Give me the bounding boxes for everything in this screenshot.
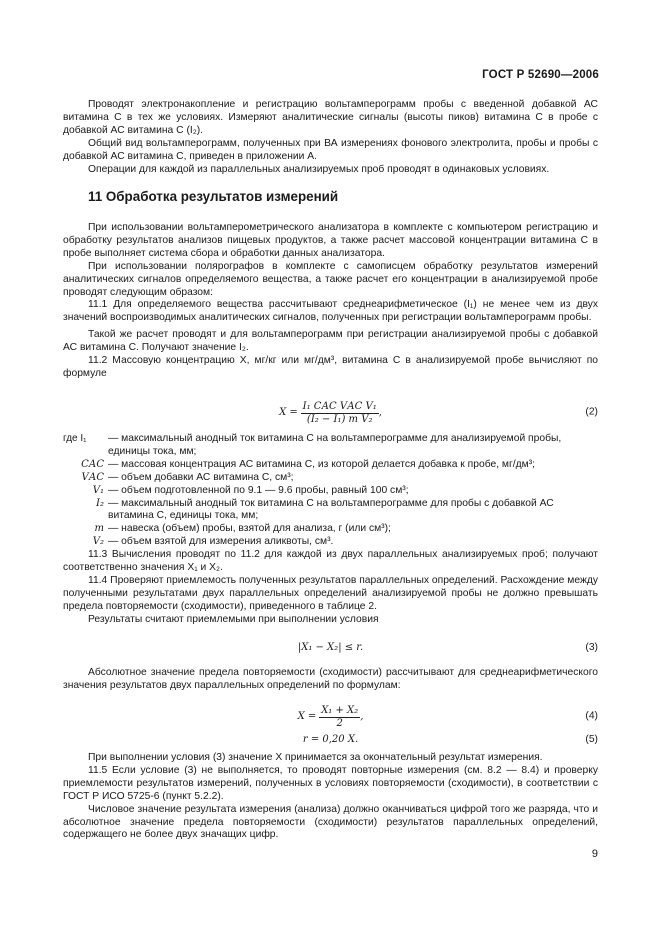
legend-row — [63, 485, 598, 498]
legend-text: — навеска (объем) пробы, взятой для анализа, г (или см³); — [108, 523, 391, 535]
fraction — [319, 705, 360, 730]
formula-number: (3) — [585, 642, 598, 653]
fraction-numerator: I₁ CАС VАС V₁ — [302, 400, 377, 412]
formula-number: (4) — [585, 710, 598, 722]
intro-block — [63, 99, 598, 176]
formula-5 — [63, 732, 598, 748]
paragraph: Такой же расчет проводят и для вольтамперограмм при регистрации анализируемой пробы с добавкой АС витамина С. Получают значение I₂. — [63, 329, 598, 354]
legend-symbol: V₁ — [92, 484, 104, 496]
formula-number: (2) — [585, 406, 598, 418]
fraction-denominator: 2 — [336, 717, 343, 729]
legend-text: — массовая концентрация АС витамина С, из которой делается добавка к пробе, мг/дм³; — [108, 458, 536, 470]
fraction-numerator: X₁ + X₂ — [321, 704, 359, 716]
legend-symbol: где I₁ — [63, 433, 87, 444]
formula-tail: , — [360, 710, 364, 722]
legend-row — [63, 459, 598, 472]
paragraph: Абсолютное значение предела повторяемости (сходимости) рассчитывают для среднеарифметического значения результатов двух параллельных определений по формулам: — [63, 667, 598, 691]
legend-symbol: I₂ — [96, 497, 104, 509]
formula-2 — [63, 396, 598, 430]
fraction — [301, 401, 379, 426]
document-header: ГОСТ Р 52690—2006 — [482, 69, 599, 81]
paragraph: 11.4 Проверяют приемлемость полученных результатов параллельных определений. Расхождение между полученными результатами двух параллельных определений анализируемой пробы не должно превышать предела повторяемости (сходимости), приведенного в таблице 2. — [63, 574, 598, 612]
paragraph: При выполнении условия (3) значение X принимается за окончательный результат измерения. — [88, 752, 543, 763]
section-body-continued — [63, 667, 598, 693]
paragraph: 11.5 Если условие (3) не выполняется, то проводят повторные измерения (см. 8.2 — 8.4) и проверку приемлемости результатов измерений, полученных в условиях повторяемости (сходимости), в соответствии с ГОСТ Р ИСО 5725-6 (пункт 5.2.2). — [63, 764, 598, 802]
paragraph: Проводят электронакопление и регистрацию вольтамперограмм пробы с введенной добавкой АС витамина С в тех же условиях. Измеряют аналитические сигналы (высоты пиков) витамина С в пробе с добавкой АС витамина С (I₂). — [63, 99, 598, 136]
formula-3 — [63, 637, 598, 659]
paragraph: Операции для каждой из параллельных анализируемых проб проводят в одинаковых условиях. — [88, 163, 550, 175]
legend-row — [63, 433, 598, 459]
formula-expression: |X₁ − X₂| ≤ r. — [297, 642, 364, 653]
paragraph: 11.2 Массовую концентрацию X, мг/кг или мг/дм³, витамина С в анализируемой пробе вычисляют по формуле — [63, 355, 598, 379]
formula-tail: , — [378, 406, 382, 418]
legend-row — [63, 523, 598, 536]
fraction-denominator: (I₂ − I₁) m V₂ — [306, 413, 373, 425]
paragraph: 11.3 Вычисления проводят по 11.2 для каждой из двух параллельных анализируемых проб; получают соответственно значения X₁ и X₂. — [63, 549, 598, 573]
final-block — [63, 752, 598, 842]
formula-lhs: X = — [297, 710, 317, 722]
section-body-continued — [63, 549, 598, 626]
paragraph: При использовании полярографов в комплекте с самописцем обработку результатов измерений аналитических сигналов определяемого вещества, а также расчет его концентрации в анализируемой пробе проводят следующим образом: — [63, 260, 598, 298]
paragraph: Общий вид вольтамперограмм, полученных при ВА измерениях фонового электролита, пробы и пробы с добавкой АС витамина С, приведен в приложении А. — [63, 137, 598, 162]
legend-symbol: VАС — [81, 471, 104, 483]
formula-lhs: X = — [279, 406, 298, 418]
legend-symbol: V₂ — [92, 536, 104, 548]
legend-symbol: CАС — [81, 458, 104, 470]
paragraph: При использовании вольтамперометрического анализатора в комплекте с компьютером регистрацию и обработку результатов анализов пищевых продуктов, а также расчет массовой концентрации витамина С в пробе выполняет система сбора и обработки данных анализатора. — [63, 222, 598, 259]
legend-row — [63, 536, 598, 549]
legend-text: — объем добавки АС витамина С, см³; — [108, 471, 294, 483]
legend-row — [63, 472, 598, 485]
formula-number: (5) — [585, 734, 598, 745]
page-number: 9 — [591, 848, 598, 861]
legend-text: — максимальный анодный ток витамина С на вольтамперограмме для пробы с добавкой АС витамина С, единицы тока, мм; — [108, 497, 554, 522]
legend-text: — максимальный анодный ток витамина С на вольтамперограмме для анализируемой пробы, единицы тока, мм; — [108, 433, 562, 457]
paragraph: 11.1 Для определяемого вещества рассчитывают среднеарифметическое (I₁) не менее чем из двух значений воспроизводимых аналитических сигналов, полученных при регистрации вольтамперограмм пробы. — [63, 299, 598, 324]
section-body — [63, 222, 598, 381]
variable-legend — [63, 433, 598, 549]
legend-text: — объем взятой для измерения аликвоты, см³. — [108, 536, 334, 548]
section-title: 11 Обработка результатов измерений — [88, 189, 339, 204]
legend-text: — объем подготовленной по 9.1 — 9.6 пробы, равный 100 см³; — [108, 484, 409, 496]
legend-symbol: m — [94, 523, 104, 535]
legend-row — [63, 498, 598, 524]
paragraph: Числовое значение результата измерения (анализа) должно оканчиваться цифрой того же разряда, что и абсолютное значение предела повторяемости (сходимости) результатов параллельных определений, содержащего не более двух значащих цифр. — [63, 803, 598, 841]
paragraph: Результаты считают приемлемыми при выполнении условия — [88, 613, 379, 625]
formula-4 — [63, 702, 598, 732]
formula-expression: r = 0,20 X. — [302, 734, 359, 745]
